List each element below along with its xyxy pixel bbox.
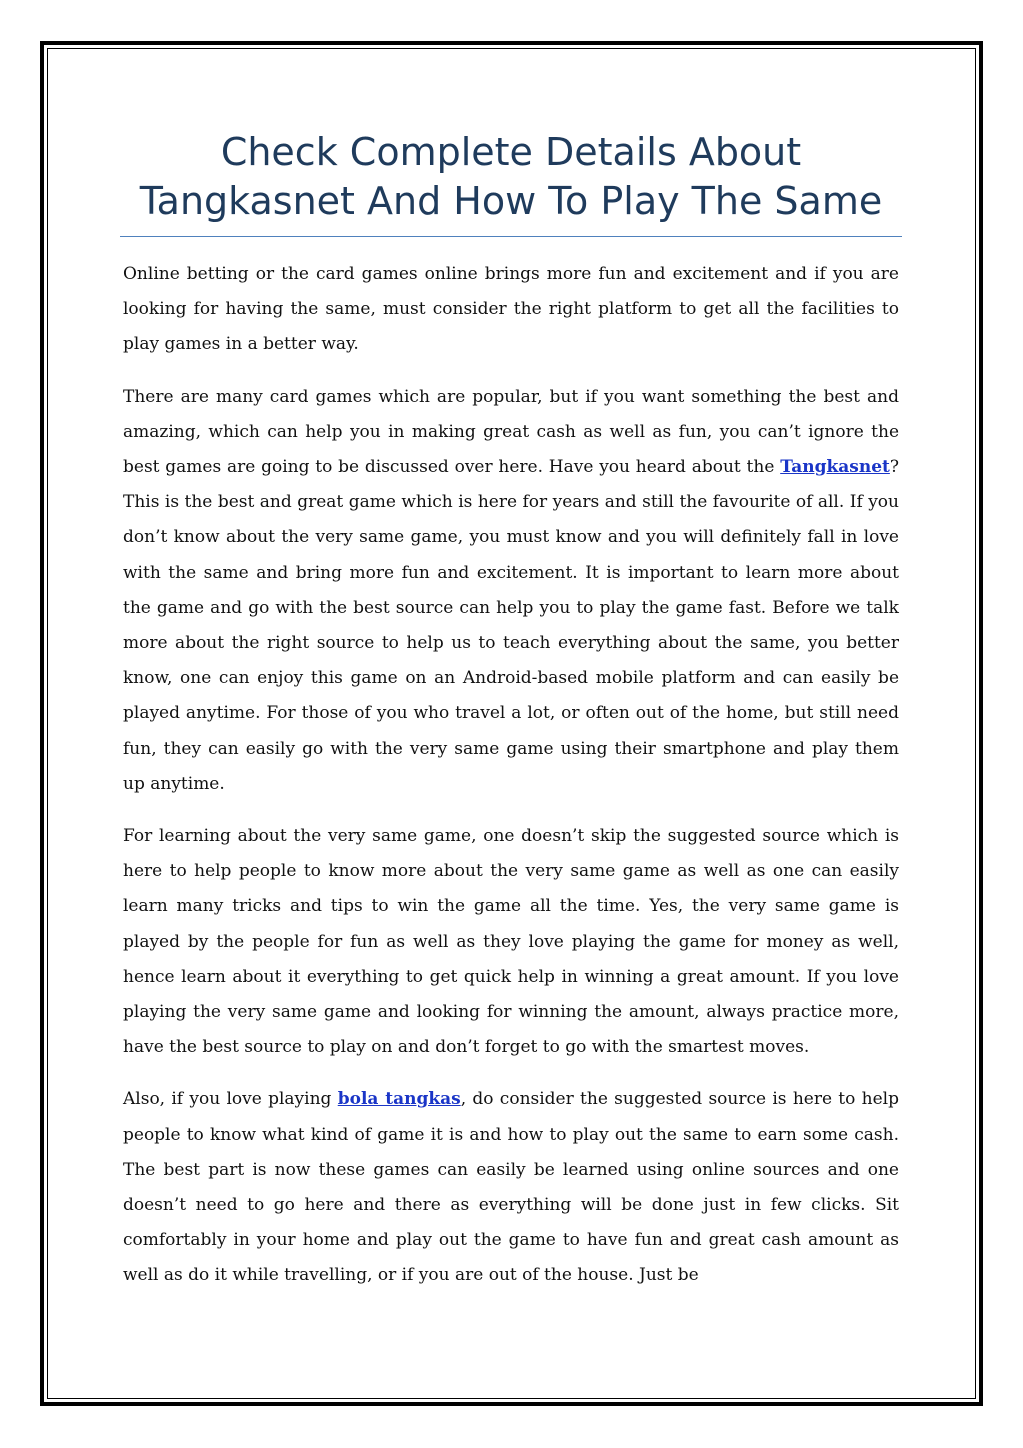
paragraph-learning <box>123 819 899 1065</box>
article-body <box>123 257 899 1311</box>
bola-tangkas-link[interactable]: bola tangkas <box>337 1089 461 1110</box>
paragraph-tangkasnet-after: ? This is the best and great game which is here for years and still the favourite of all. If you don’t know about the very same game, you must know and you will definitely fall in love with the same and bring more fun and excitement. It is important to learn more about the game and go with the best source can help you to play the game fast. Before we talk more about the right source to help us to teach everything about the same, you better know, one can enjoy this game on an Android-based mobile platform and can easily be played anytime. For those of you who travel a lot, or often out of the home, but still need fun, they can easily go with the very same game using their smartphone and play them up anytime. <box>123 457 899 794</box>
title-line-2: Tangkasnet And How To Play The Same <box>139 179 883 223</box>
paragraph-tangkasnet <box>123 380 899 802</box>
paragraph-bola-tangkas-before: Also, if you love playing <box>123 1089 338 1110</box>
title-line-1: Check Complete Details About <box>220 130 802 174</box>
paragraph-tangkasnet-before: There are many card games which are popular, but if you want something the best and amazing, which can help you in making great cash as well as fun, you can’t ignore the best games are going to be discussed over here. Have you heard about the <box>123 386 899 478</box>
paragraph-bola-tangkas <box>123 1082 899 1293</box>
paragraph-intro-text: Online betting or the card games online brings more fun and excitement and if you are looking for having the same, must consider the right platform to get all the facilities to play games in a better way. <box>123 264 899 355</box>
paragraph-bola-tangkas-after: , do consider the suggested source is here to help people to know what kind of game it is and how to play out the same to earn some cash. The best part is now these games can easily be learned using online sources and one doesn’t need to go here and there as everything will be done just in few clicks. Sit comfortably in your home and play out the game to have fun and great cash amount as well as do it while travelling, or if you are out of the house. Just be <box>123 1089 899 1286</box>
tangkasnet-link[interactable]: Tangkasnet <box>780 457 890 478</box>
paragraph-intro <box>123 257 899 363</box>
title-underline-rule <box>120 236 902 237</box>
paragraph-learning-text: For learning about the very same game, one doesn’t skip the suggested source which is here to help people to know more about the very same game as well as one can easily learn many tricks and tips to win the game all the time. Yes, the very same game is played by the people for fun as well as they love playing the game for money as well, hence learn about it everything to get quick help in winning a great amount. If you love playing the very same game and looking for winning the amount, always practice more, have the best source to play on and don’t forget to go with the smartest moves. <box>123 826 899 1058</box>
page-title <box>120 128 902 226</box>
